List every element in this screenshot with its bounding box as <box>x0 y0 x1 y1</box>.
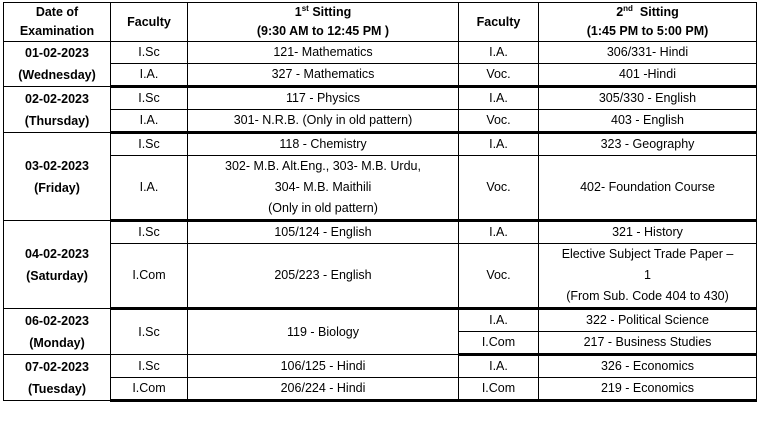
sitting2-paper <box>539 133 757 156</box>
sitting2-paper-line: (From Sub. Code 404 to 430) <box>566 289 729 303</box>
date-cell <box>4 309 111 355</box>
sitting1-paper-line: (Only in old pattern) <box>268 201 378 215</box>
faculty-cell: I.Sc <box>111 355 188 378</box>
faculty-cell: I.Com <box>111 244 188 309</box>
header-row <box>4 3 757 42</box>
date-value: 06-02-2023 <box>25 313 89 328</box>
faculty-cell: I.A. <box>459 42 539 64</box>
faculty-cell: Voc. <box>459 64 539 87</box>
sitting1-paper-line: 121- Mathematics <box>273 45 373 59</box>
sitting1-paper-line: 118 - Chemistry <box>279 137 367 151</box>
weekday-value: (Monday) <box>29 335 85 350</box>
weekday-value: (Tuesday) <box>27 381 87 396</box>
table-row <box>4 244 757 309</box>
date-value: 07-02-2023 <box>25 359 89 374</box>
faculty-cell: I.A. <box>459 309 539 332</box>
date-cell <box>4 87 111 133</box>
sitting2-paper-line: 326 - Economics <box>600 359 695 373</box>
sitting1-paper <box>188 355 459 378</box>
table-row <box>4 42 757 64</box>
sitting1-paper-line: 206/224 - Hindi <box>280 381 366 395</box>
weekday-value: (Thursday) <box>24 113 90 128</box>
date-value: 02-02-2023 <box>25 91 89 106</box>
faculty-cell: I.Sc <box>111 133 188 156</box>
faculty-cell: I.Sc <box>111 309 188 355</box>
date-cell <box>4 133 111 221</box>
sitting2-paper-line: 1 <box>644 268 651 282</box>
table-row <box>4 221 757 244</box>
sitting2-paper-line: 323 - Geography <box>600 137 695 151</box>
date-value: 01-02-2023 <box>25 46 89 60</box>
table-row <box>4 355 757 378</box>
sitting2-paper <box>539 244 757 309</box>
table-row <box>4 156 757 221</box>
sitting1-header: 1st Sitting (9:30 AM to 12:45 PM ) <box>188 3 459 42</box>
faculty-cell: I.Sc <box>111 42 188 64</box>
sitting1-paper <box>188 133 459 156</box>
schedule-body <box>4 42 757 401</box>
sitting2-paper-line: Elective Subject Trade Paper – <box>561 247 734 261</box>
date-cell <box>4 221 111 309</box>
sitting1-paper <box>188 110 459 133</box>
table-row <box>4 110 757 133</box>
table-row <box>4 64 757 87</box>
sitting1-paper-line: 105/124 - English <box>274 225 372 239</box>
table-row <box>4 133 757 156</box>
sitting1-paper <box>188 244 459 309</box>
sitting2-paper-line: 321 - History <box>612 225 683 239</box>
sitting2-paper-line: 305/330 - English <box>598 91 697 105</box>
date-value: 04-02-2023 <box>25 246 89 261</box>
date-cell <box>4 42 111 87</box>
date-header: Date of Examination <box>4 3 111 42</box>
sitting1-paper-line: 205/223 - English <box>274 268 372 282</box>
faculty-cell: Voc. <box>459 156 539 221</box>
sitting2-paper <box>539 87 757 110</box>
sitting1-paper: 119 - Biology <box>188 309 459 355</box>
table-row <box>4 87 757 110</box>
date-value: 03-02-2023 <box>25 158 89 173</box>
faculty-cell: Voc. <box>459 244 539 309</box>
sitting1-paper <box>188 378 459 401</box>
sitting1-paper-line: 106/125 - Hindi <box>280 358 366 373</box>
sitting2-paper <box>539 355 757 378</box>
exam-schedule-table <box>3 2 757 402</box>
sitting2-paper <box>539 221 757 244</box>
table-row <box>4 309 757 332</box>
sitting2-paper-line: 403 - English <box>611 113 684 127</box>
date-cell <box>4 355 111 401</box>
faculty-cell: I.Sc <box>111 87 188 110</box>
sitting1-paper-line: 327 - Mathematics <box>271 67 375 81</box>
sitting1-paper <box>188 64 459 87</box>
sitting2-paper-line: 306/331- Hindi <box>606 45 689 59</box>
faculty-cell: Voc. <box>459 110 539 133</box>
weekday-value: (Wednesday) <box>18 68 96 82</box>
faculty-cell: I.A. <box>459 355 539 378</box>
table-row <box>4 378 757 401</box>
faculty-cell: I.A. <box>111 156 188 221</box>
sitting2-paper <box>539 42 757 64</box>
faculty-cell: I.A. <box>459 133 539 156</box>
sitting2-paper <box>539 156 757 221</box>
sitting1-paper-line: 302- M.B. Alt.Eng., 303- M.B. Urdu, <box>225 159 421 173</box>
weekday-value: (Saturday) <box>26 268 88 283</box>
faculty-cell: I.Com <box>459 332 539 355</box>
sitting2-paper-line: 219 - Economics <box>600 381 695 395</box>
sitting2-paper <box>539 110 757 133</box>
sitting1-paper <box>188 42 459 64</box>
faculty-cell: I.A. <box>111 64 188 87</box>
sitting1-paper <box>188 156 459 221</box>
sitting1-paper-line: 301- N.R.B. (Only in old pattern) <box>233 113 413 127</box>
faculty-cell: I.A. <box>111 110 188 133</box>
faculty-cell: I.Sc <box>111 221 188 244</box>
sitting2-header: 2nd Sitting (1:45 PM to 5:00 PM) <box>539 3 757 42</box>
faculty-cell: I.Com <box>111 378 188 401</box>
sitting2-paper: 217 - Business Studies <box>539 332 757 355</box>
sitting2-paper <box>539 64 757 87</box>
sitting2-paper: 322 - Political Science <box>539 309 757 332</box>
faculty-cell: I.A. <box>459 221 539 244</box>
faculty-header-2: Faculty <box>459 3 539 42</box>
sitting1-paper-line: 304- M.B. Maithili <box>274 180 372 194</box>
sitting1-paper-line: 117 - Physics <box>285 91 361 105</box>
sitting2-paper <box>539 378 757 401</box>
faculty-cell: I.A. <box>459 87 539 110</box>
faculty-header-1: Faculty <box>111 3 188 42</box>
sitting2-paper-line: 402- Foundation Course <box>580 180 715 194</box>
faculty-cell: I.Com <box>459 378 539 401</box>
sitting2-paper-line: 401 -Hindi <box>619 67 676 81</box>
sitting1-paper <box>188 221 459 244</box>
sitting1-paper <box>188 87 459 110</box>
weekday-value: (Friday) <box>34 180 80 195</box>
